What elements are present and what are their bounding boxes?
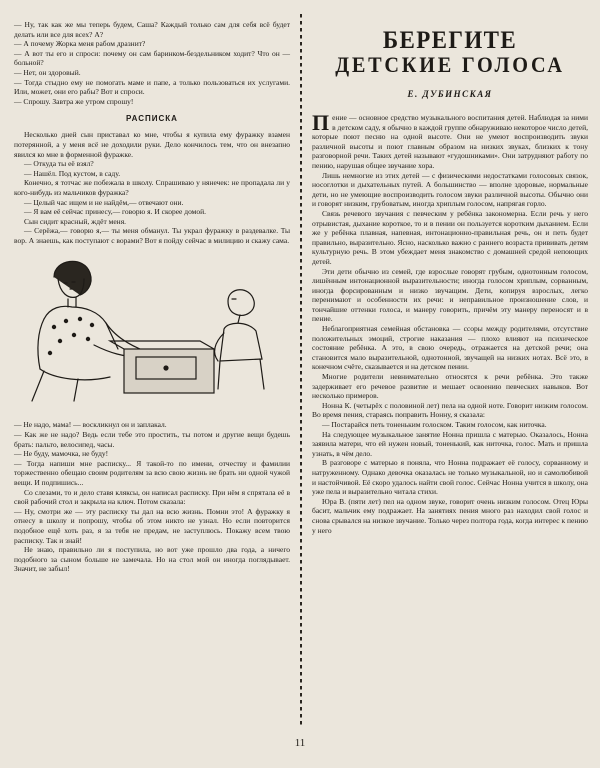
article-author: Е. ДУБИНСКАЯ [407,89,493,99]
right-column [312,20,588,535]
left-column [14,20,290,574]
story-paragraph: — Нашёл. Под кустом, в саду. [24,168,121,178]
article-paragraph: — Постарайся петь тоненьким голоском. Таким голосом, как ниточка. [322,420,547,429]
article-paragraph: В разговоре с матерью я поняла, что Нонна подражает её голосу, сорванному и натруженному. Однако девочка оказалась не только музыкальной, но и самолюбивой и настойчивой. Её скоро удалось найти свой голос. Сейчас Нонна учится в школу, она уже пела и выразительно читала стихи. [312,458,588,497]
article-paragraph: Пение — основное средство музыкального воспитания детей. Наблюдая за ними в детском саду, я обычно в каждой группе обнаруживаю некоторое число детей, которые поют песню на одной высоте. Они не умеют воспроизводить звуки различной высоты и поют главным образом на низких звуках, близких к тону разговорной речи. Таких детей называют «гудошниками». Они затрудняют работу по пению, нарушая общее звучание хора. [312,110,588,170]
article-paragraph: Юра В. (пяти лет) пел на одном звуке, говорит очень низким голосом. Отец Юры басит, мальчик ему подражает. На занятиях пения много раз находил свой голос и снова срывался на низкое звучание. Только через полтора года, когда интерес к пению у него [312,496,588,535]
story-paragraph: Несколько дней сын приставал ко мне, чтобы я купила ему фуражку взамен потерянной, а у меня всё не доходили руки. Дело кончилось тем, что он внезапно явился ко мне в форменной фуражке. [14,130,290,159]
story-paragraph: — Ну, смотри же — эту расписку ты дал на всю жизнь. Помни это! А фуражку я отнесу в школу и попрошу, чтобы об этом никто не узнал. Но если повторится подобное ещё хоть раз, я за тебя не предам, не заступлюсь. Покажу всем твою расписку. Так и знай! [14,506,290,545]
dialogue-line: — Ну, так как же мы теперь будем, Саша? Каждый только сам для себя всё будет делать или все для всех? А? [14,20,290,39]
article-paragraph: Нонна К. (четырёх с половиной лет) пела на одной ноте. Говорит низким голосом. Во время пения, стараясь поправить Нонну, я сказала: [312,400,588,420]
dialogue-line: — А почему Жорка меня рабом дразнит? [14,39,146,49]
column-divider [298,14,304,726]
dialogue-line: — А вот ты его и спроси: почему он сам баринком-бездельником ходит? Что он — больной? [14,48,290,68]
story-paragraph: — Я вам её сейчас принесу,— говорю я. И скорее домой. [24,207,207,217]
article-paragraph: На следующее музыкальное занятие Нонна пришла с матерью. Оказалось, Нонна заявила матери, что ей нужен новый, тоненький, как ниточка, голос. Мать и пришла узнать, в чём дело. [312,429,588,458]
story-paragraph: — Не буду, мамочка, не буду! [14,449,109,459]
story-paragraph: — Не надо, мама! — воскликнул он и заплакал. [14,420,167,430]
section-heading: РАСПИСКА [126,114,178,124]
story-paragraph: — Откуда ты её взял? [24,159,94,169]
title-line-2: ДЕТСКИЕ ГОЛОСА [335,52,565,77]
dialogue-line: — Тогда стыдно ему не помогать маме и папе, а только пользоваться их услугами. Или, может, они его рабы? Вот и спроси. [14,77,290,97]
article-paragraph: Эти дети обычно из семей, где взрослые говорят грубым, однотонным голосом, лишённым интонационной выразительности; иногда голосом хриплым, сорванным, иногда форсированным и низко звучащим. Дети, копируя взрослых, легко перенимают и особенности их речи: и неправильное произношение слов, и тончайшие оттенки голоса, и манеру говорить, причём эту манеру переносят и в пение. [312,266,588,324]
story-paragraph: — Серёжа,— говорю я,— ты меня обманул. Ты украл фуражку в раздевалке. Ты вор. А знаешь, как поступают с ворами? Вот я пойду сейчас в милицию и скажу сама. [14,226,290,245]
article-paragraph: Связь речевого звучания с певческим у ребёнка закономерна. Если речь у него отрывистая, дыхание короткое, то и в пении он пользуется коротким дыханием. Если же у ребёнка плавная, напевная, интонационно-правильная речь, он и петь будет правильно, выразительно. Ясно, насколько важно с раннего возраста прививать детям культурную речь. В этом убеждает меня знакомство с домашней средой непоющих детей. [312,208,588,266]
article-paragraph: Многие родители невнимательно относятся к речи ребёнка. Это также задерживает его речевое развитие и мешает освоению певческих навыков. Вот несколько примеров. [312,372,588,401]
story-paragraph: Конечно, я тотчас же побежала в школу. Спрашиваю у нянечек: не пропадала ли у кого-нибудь из мальчиков фуражка? [14,178,290,197]
story-paragraph: Со слезами, то и дело ставя кляксы, он написал расписку. При нём я спрятала её в свой рабочий стол и закрыла на ключ. Потом сказала: [14,487,290,507]
dialogue-line: — Нет, он здоровый. [14,67,81,77]
story-paragraph: Не знаю, правильно ли я поступила, но вот уже прошло два года, а ничего подобного за сыном больше не замечала. Но на стол мой он иногда поглядывает. Значит, не забыл! [14,545,290,574]
story-paragraph: — Целый час ищем и не найдём,— отвечают они. [24,197,184,207]
article-paragraph: Неблагоприятная семейная обстановка — ссоры между родителями, отсутствие положительных эмоций, строгие наказания — плохо влияют на психическое состояние ребёнка. А это, в свою очередь, отражается на детской речи; она становится мало выразительной, однотонной, звучащей на низких нотах. Всё это, в конечном счёте, сказывается и на детском пении. [312,324,588,372]
drop-cap: П [312,110,330,135]
page-number: 11 [294,737,306,749]
story-paragraph: Сын сидит красный, ждёт меня. [24,216,127,226]
title-line-1: БЕРЕГИТЕ [382,27,518,54]
dialogue-line: — Спрошу. Завтра же утром спрошу! [14,96,134,106]
story-paragraph: — Тогда напиши мне расписку... Я такой-то по имени, отчеству и фамилии торжественно обещаю своим родителям за всю свою жизнь не брать ни одной чужой вещи. И подпишись... [14,458,290,488]
article-title [323,28,577,77]
mother-and-son-illustration [14,249,290,409]
story-paragraph: — Как же не надо? Ведь если тебе это простить, ты потом и другие вещи будешь брать: пальто, велосипед, часы. [14,430,290,449]
article-paragraph: Лишь немногие из этих детей — с физическими недостатками голосовых связок, носоглотки и дыхательных путей. А большинство — вполне здоровые, нормальные дети, но не умеющие воспроизводить голосом звуки различной высоты. Обычно они и говорят низким, грубоватым, иногда хриплым голосом, напрягая горло. [312,170,588,209]
